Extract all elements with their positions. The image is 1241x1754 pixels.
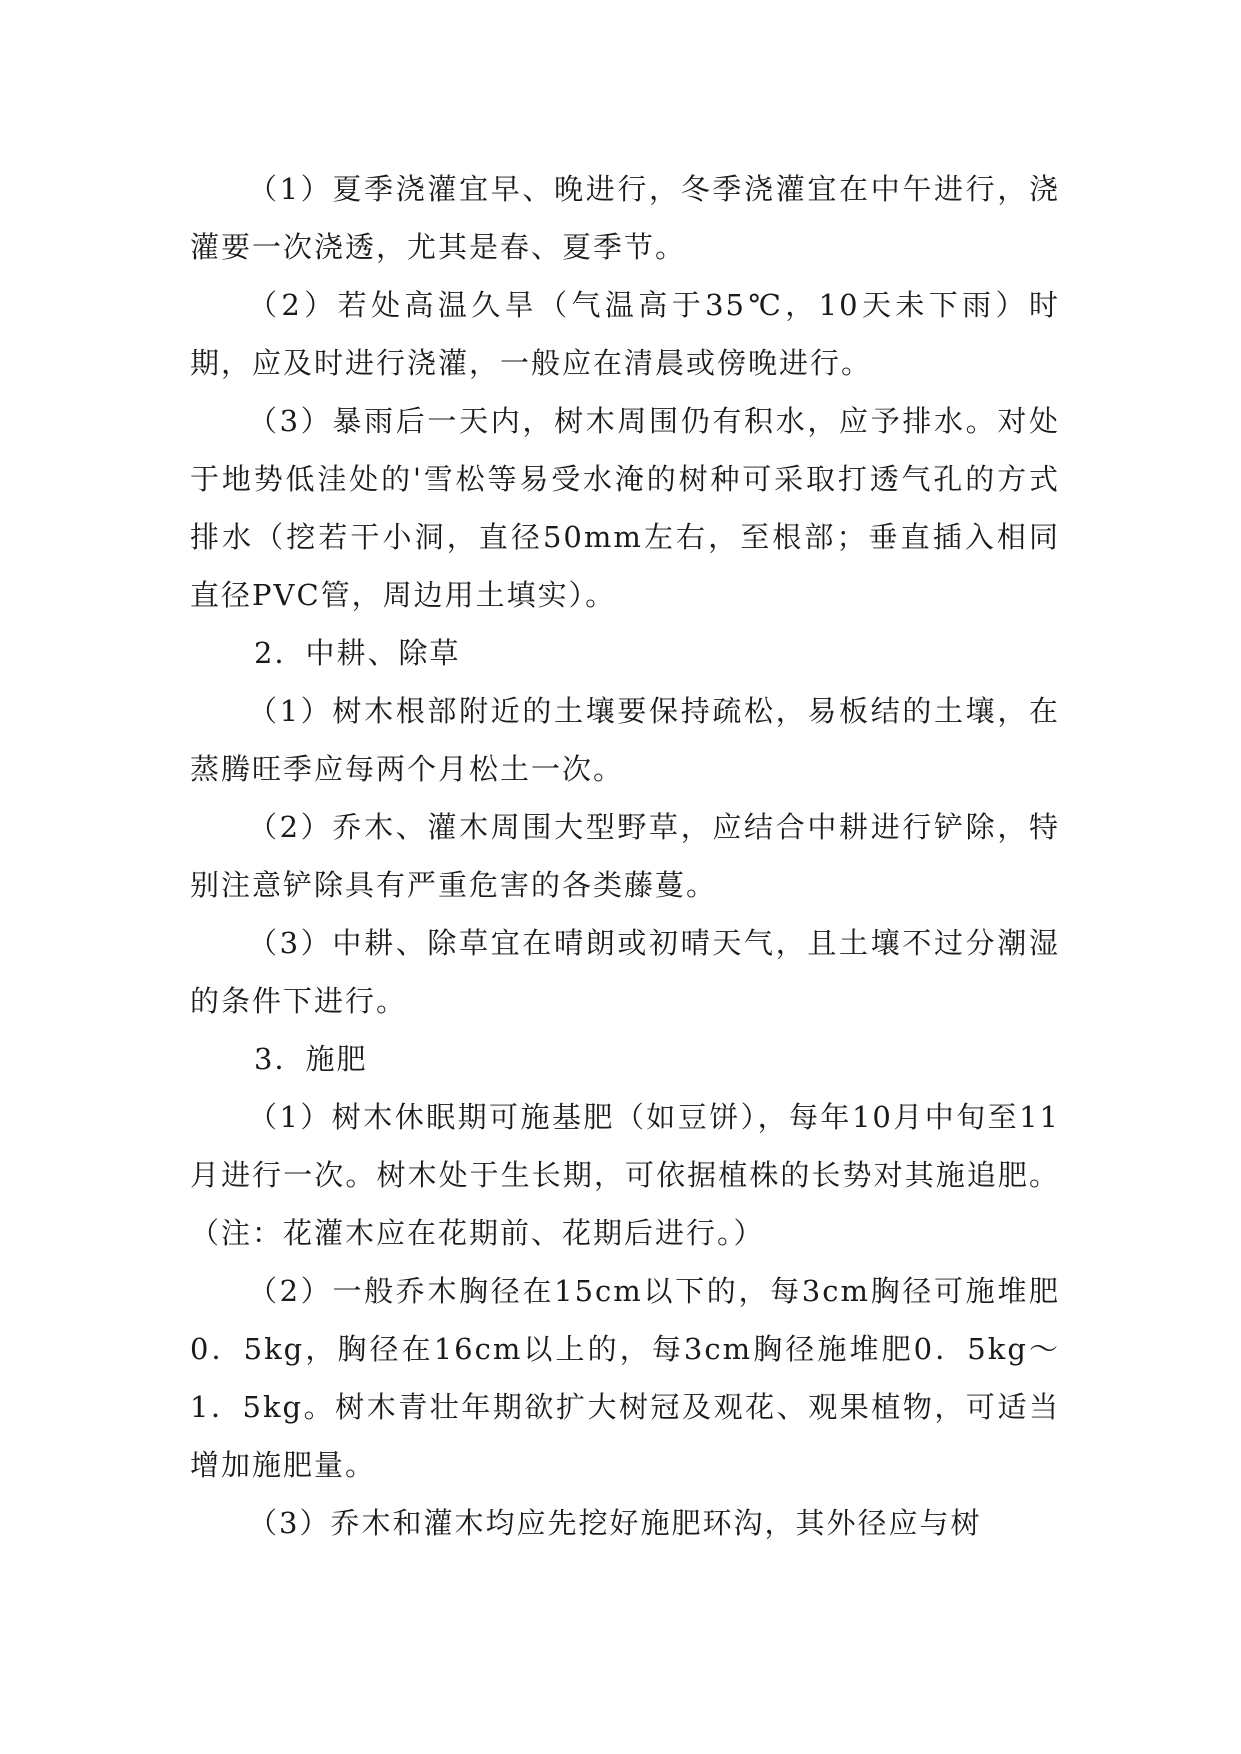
paragraph-soil-loosening: （1）树木根部附近的土壤要保持疏松，易板结的土壤，在蒸腾旺季应每两个月松土一次。: [190, 694, 1060, 786]
paragraph-fertilizer-trench: （3）乔木和灌木均应先挖好施肥环沟，其外径应与树: [248, 1506, 982, 1540]
section-heading-cultivation-weeding: 2．中耕、除草: [254, 636, 461, 670]
paragraph-drought-watering: （2）若处高温久旱（气温高于35℃，10天未下雨）时期，应及时进行浇灌，一般应在清晨或傍晚进行。: [190, 288, 1060, 380]
paragraph-watering-season: （1）夏季浇灌宜早、晚进行，冬季浇灌宜在中午进行，浇灌要一次浇透，尤其是春、夏季节。: [190, 172, 1060, 264]
paragraph-fertilizer-amount: （2）一般乔木胸径在15cm以下的，每3cm胸径可施堆肥0．5kg，胸径在16cm以上的，每3cm胸径施堆肥0．5kg～1．5kg。树木青壮年期欲扩大树冠及观花、观果植物，可适当增加施肥量。: [190, 1274, 1060, 1482]
paragraph-weeding-conditions: （3）中耕、除草宜在晴朗或初晴天气，且土壤不过分潮湿的条件下进行。: [190, 926, 1060, 1018]
paragraph-base-fertilizer: （1）树木休眠期可施基肥（如豆饼），每年10月中旬至11月进行一次。树木处于生长期，可依据植株的长势对其施追肥。（注：花灌木应在花期前、花期后进行。）: [190, 1100, 1060, 1250]
document-body: [190, 160, 1060, 1552]
paragraph-drainage: （3）暴雨后一天内，树木周围仍有积水，应予排水。对处于地势低洼处的'雪松等易受水淹的树种可采取打透气孔的方式排水（挖若干小洞，直径50mm左右，至根部；垂直插入相同直径PVC管，周边用土填实）。: [190, 404, 1060, 612]
paragraph-weed-removal: （2）乔木、灌木周围大型野草，应结合中耕进行铲除，特别注意铲除具有严重危害的各类藤蔓。: [190, 810, 1060, 902]
section-heading-fertilizing: 3．施肥: [254, 1042, 368, 1076]
